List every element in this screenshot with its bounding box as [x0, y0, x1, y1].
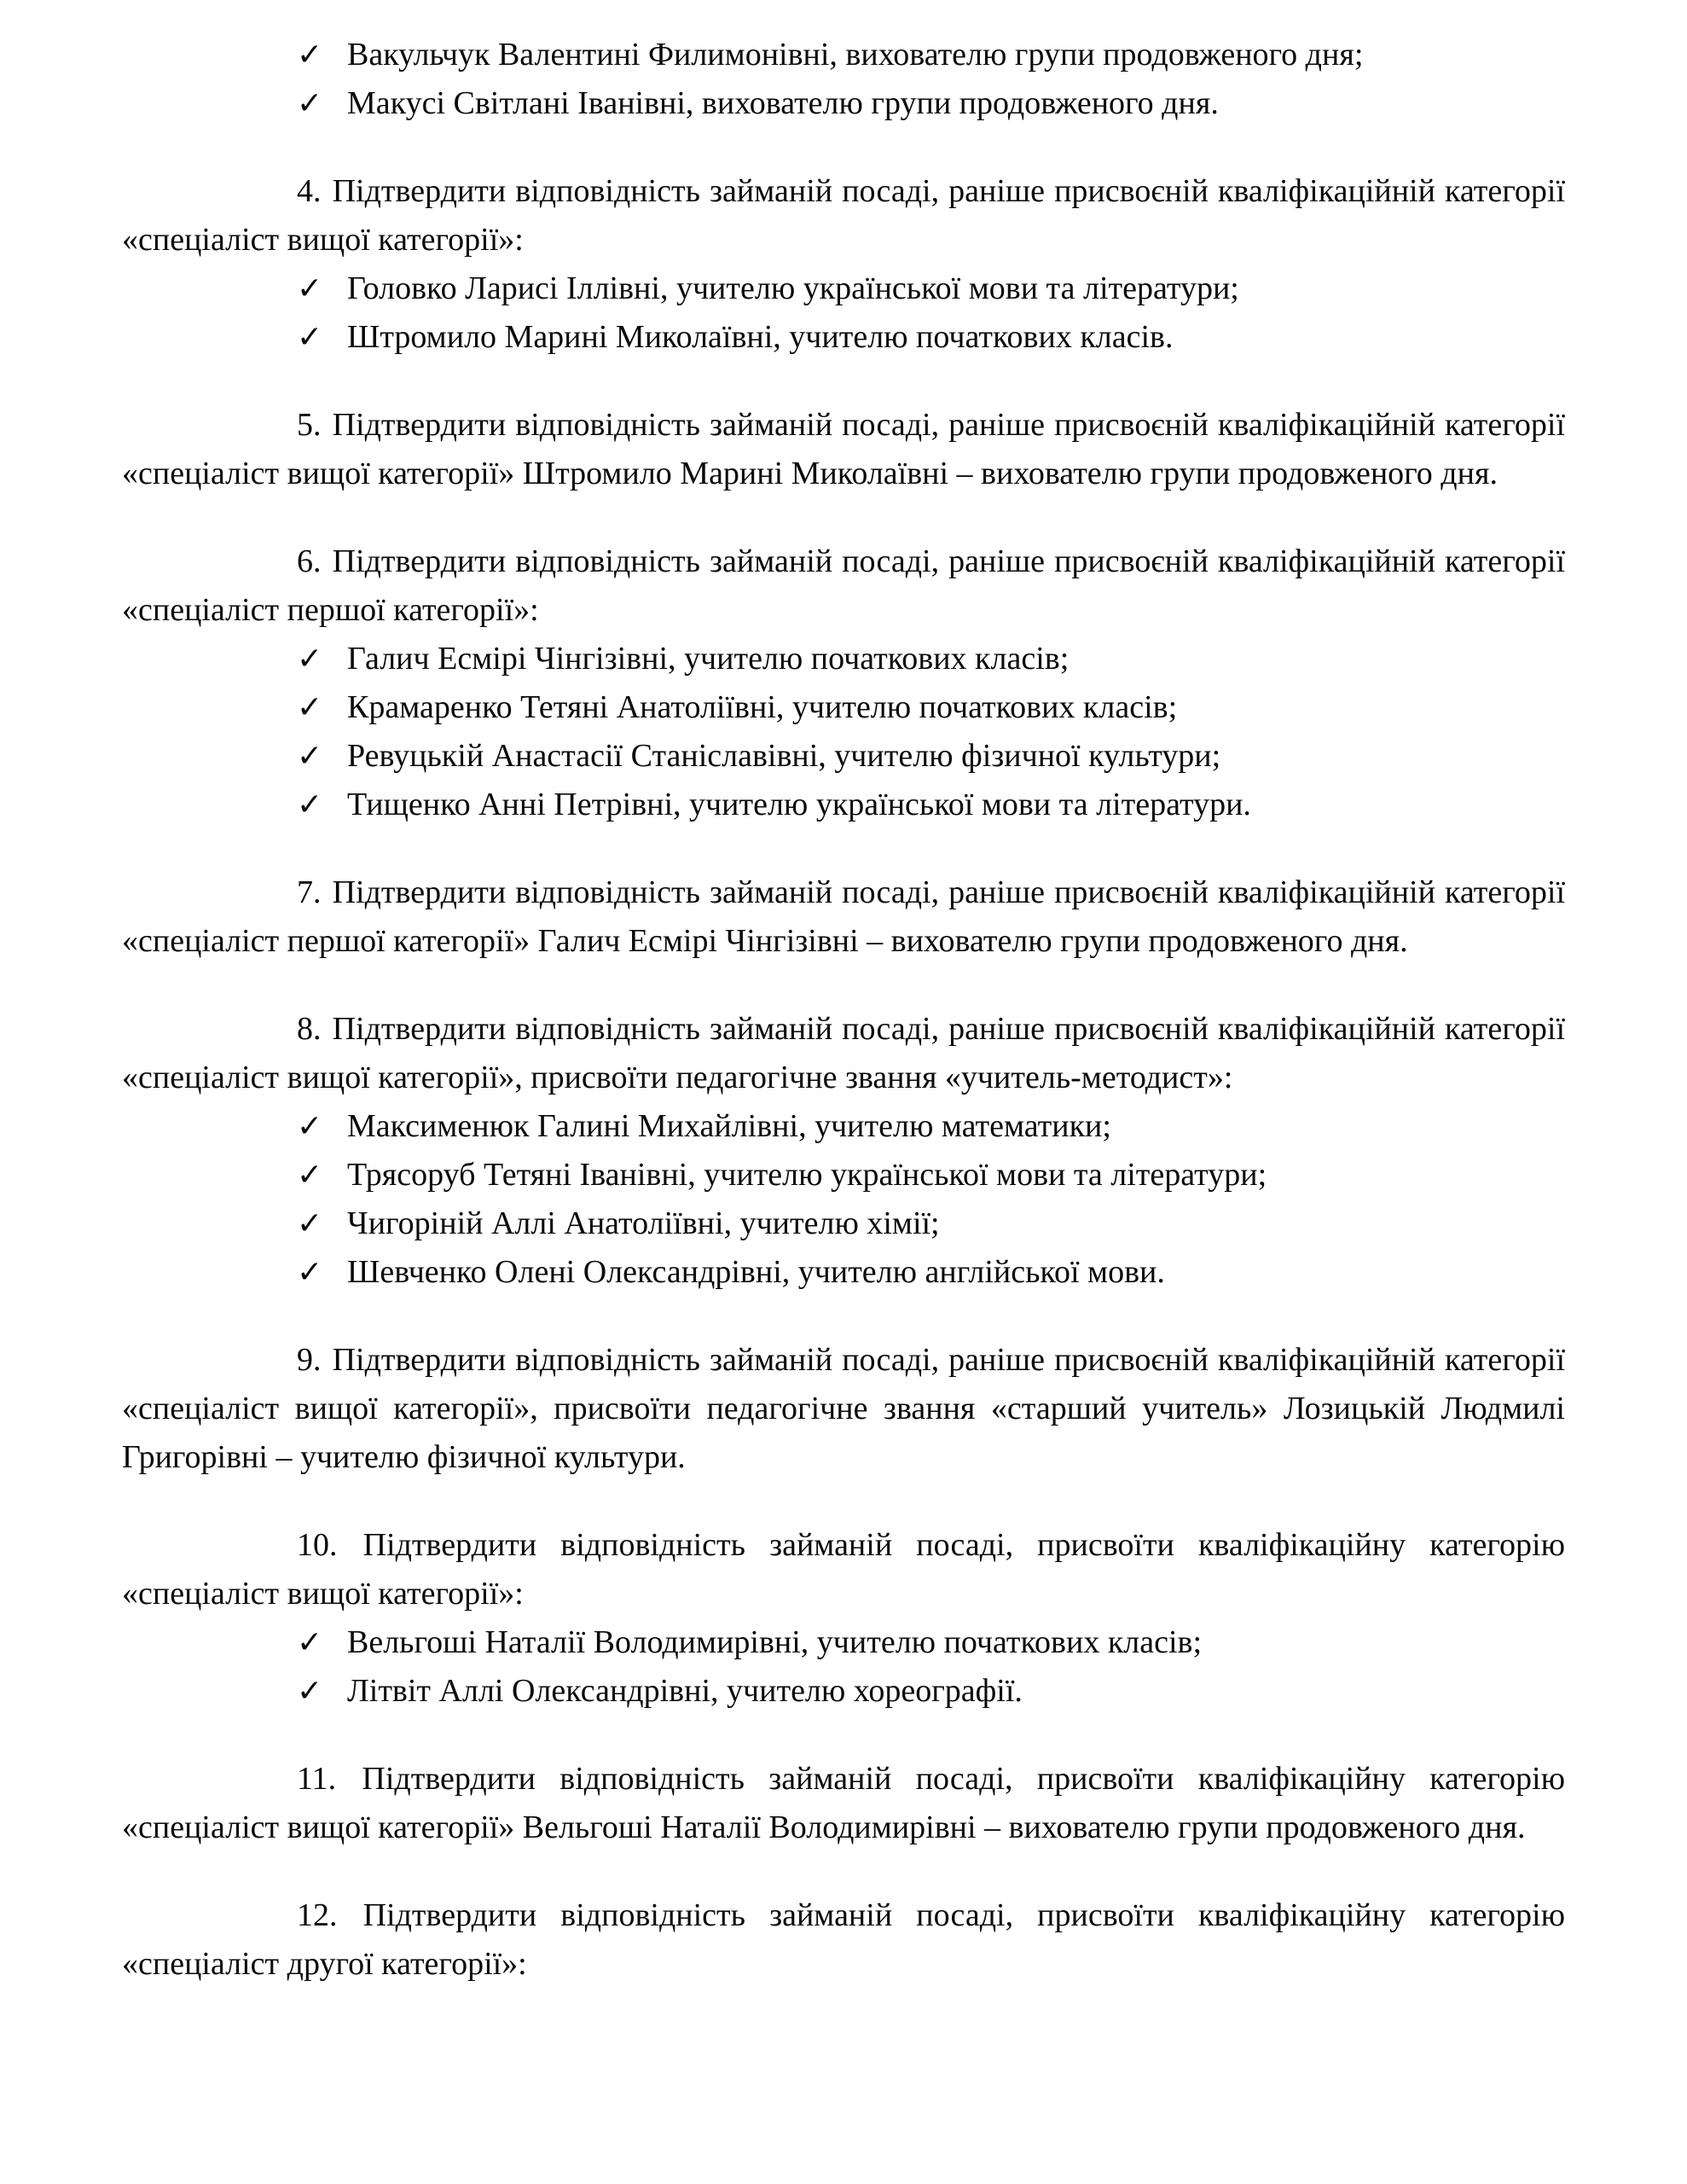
list-item-text: Вакульчук Валентині Филимонівні, вихователю групи продовженого дня; — [347, 37, 1364, 73]
section-check-list — [122, 1618, 1565, 1716]
section-paragraph — [122, 1005, 1565, 1102]
section-paragraph — [122, 1521, 1565, 1618]
checkmark-icon: ✓ — [297, 1255, 323, 1289]
checkmark-icon: ✓ — [297, 1206, 323, 1240]
section-check-list — [122, 1102, 1565, 1297]
list-item — [122, 683, 1565, 732]
checkmark-icon: ✓ — [297, 1674, 323, 1708]
checkmark-icon: ✓ — [297, 86, 323, 120]
section-paragraph — [122, 401, 1565, 498]
section-number: 4. — [297, 173, 322, 209]
list-item-text: Шевченко Олені Олександрівні, учителю англійської мови. — [347, 1254, 1165, 1290]
document-section — [122, 1521, 1565, 1716]
checkmark-icon: ✓ — [297, 739, 323, 773]
list-item-text: Ревуцькій Анастасії Станіславівні, учителю фізичної культури; — [347, 738, 1221, 774]
section-text: Підтвердити відповідність займаній посаді, раніше присвоєній кваліфікаційній категорії «спеціаліст першої категорії»: — [122, 543, 1566, 628]
list-item — [122, 79, 1565, 128]
checkmark-icon: ✓ — [297, 690, 323, 724]
list-item — [122, 1199, 1565, 1248]
list-item — [122, 1102, 1565, 1151]
list-item-text: Галич Есмірі Чінгізівні, учителю початкових класів; — [347, 641, 1070, 677]
intro-check-list — [122, 31, 1565, 128]
checkmark-icon: ✓ — [297, 642, 323, 676]
list-item-text: Трясоруб Тетяні Іванівні, учителю української мови та літератури; — [347, 1157, 1267, 1193]
list-item-text: Літвіт Аллі Олександрівні, учителю хореографії. — [347, 1673, 1023, 1709]
list-item — [122, 1151, 1565, 1199]
section-check-list — [122, 264, 1565, 362]
list-item-text: Головко Ларисі Іллівні, учителю української мови та літератури; — [347, 270, 1239, 306]
list-item-text: Тищенко Анні Петрівні, учителю української мови та літератури. — [347, 787, 1251, 822]
checkmark-icon: ✓ — [297, 271, 323, 305]
section-number: 10. — [297, 1527, 338, 1563]
list-item-text: Макусі Світлані Іванівні, вихователю групи продовженого дня. — [347, 85, 1219, 121]
list-item-text: Чигоріній Аллі Анатоліївні, учителю хімії; — [347, 1205, 940, 1241]
list-item — [122, 31, 1565, 79]
list-item — [122, 313, 1565, 362]
sections-container — [122, 167, 1565, 1989]
section-paragraph — [122, 1891, 1565, 1989]
intro-block — [122, 31, 1565, 128]
section-paragraph — [122, 537, 1565, 635]
document-section — [122, 1755, 1565, 1852]
list-item — [122, 732, 1565, 781]
section-text: Підтвердити відповідність займаній посаді, раніше присвоєній кваліфікаційній категорії «спеціаліст вищої категорії», присвоїти педагогічне звання «старший учитель» Лозицькій Людмилі Григорівні – учителю фізичної культури. — [122, 1342, 1566, 1475]
document-section — [122, 167, 1565, 362]
section-paragraph — [122, 1336, 1565, 1482]
section-text: Підтвердити відповідність займаній посаді, раніше присвоєній кваліфікаційній категорії «спеціаліст вищої категорії» Штромило Марині Миколаївні – вихователю групи продовженого дня. — [122, 407, 1566, 491]
section-number: 11. — [297, 1761, 337, 1797]
document-section — [122, 1005, 1565, 1297]
checkmark-icon: ✓ — [297, 1109, 323, 1143]
section-paragraph — [122, 167, 1565, 264]
checkmark-icon: ✓ — [297, 1625, 323, 1659]
list-item-text: Штромило Марині Миколаївні, учителю початкових класів. — [347, 319, 1174, 355]
document-section — [122, 537, 1565, 829]
checkmark-icon: ✓ — [297, 787, 323, 822]
list-item-text: Крамаренко Тетяні Анатоліївні, учителю початкових класів; — [347, 689, 1178, 725]
checkmark-icon: ✓ — [297, 320, 323, 354]
checkmark-icon: ✓ — [297, 38, 323, 72]
section-check-list — [122, 635, 1565, 829]
section-text: Підтвердити відповідність займаній посаді, раніше присвоєній кваліфікаційній категорії «спеціаліст вищої категорії»: — [122, 173, 1566, 258]
section-number: 6. — [297, 543, 322, 579]
section-text: Підтвердити відповідність займаній посаді, присвоїти кваліфікаційну категорію «спеціаліст вищої категорії» Вельгоші Наталії Володимирівні – вихователю групи продовженого дня. — [122, 1761, 1565, 1845]
section-number: 7. — [297, 874, 322, 910]
list-item — [122, 781, 1565, 829]
list-item — [122, 635, 1565, 683]
section-number: 8. — [297, 1011, 322, 1047]
section-number: 5. — [297, 407, 322, 443]
section-text: Підтвердити відповідність займаній посаді, присвоїти кваліфікаційну категорію «спеціаліст вищої категорії»: — [122, 1527, 1565, 1612]
list-item-text: Максименюк Галині Михайлівні, учителю математики; — [347, 1108, 1111, 1144]
section-text: Підтвердити відповідність займаній посаді, раніше присвоєній кваліфікаційній категорії «спеціаліст вищої категорії», присвоїти педагогічне звання «учитель-методист»: — [122, 1011, 1566, 1095]
section-text: Підтвердити відповідність займаній посаді, присвоїти кваліфікаційну категорію «спеціаліст другої категорії»: — [122, 1897, 1565, 1982]
document-section — [122, 1891, 1565, 1989]
document-section — [122, 401, 1565, 498]
section-number: 12. — [297, 1897, 338, 1933]
checkmark-icon: ✓ — [297, 1158, 323, 1192]
document-section — [122, 868, 1565, 966]
list-item — [122, 1667, 1565, 1716]
section-paragraph — [122, 868, 1565, 966]
document-section — [122, 1336, 1565, 1482]
list-item — [122, 1248, 1565, 1297]
section-paragraph — [122, 1755, 1565, 1852]
list-item-text: Вельгоші Наталії Володимирівні, учителю початкових класів; — [347, 1624, 1203, 1660]
section-number: 9. — [297, 1342, 322, 1378]
section-text: Підтвердити відповідність займаній посаді, раніше присвоєній кваліфікаційній категорії «спеціаліст першої категорії» Галич Есмірі Чінгізівні – вихователю групи продовженого дня. — [122, 874, 1566, 959]
list-item — [122, 1618, 1565, 1667]
list-item — [122, 264, 1565, 313]
